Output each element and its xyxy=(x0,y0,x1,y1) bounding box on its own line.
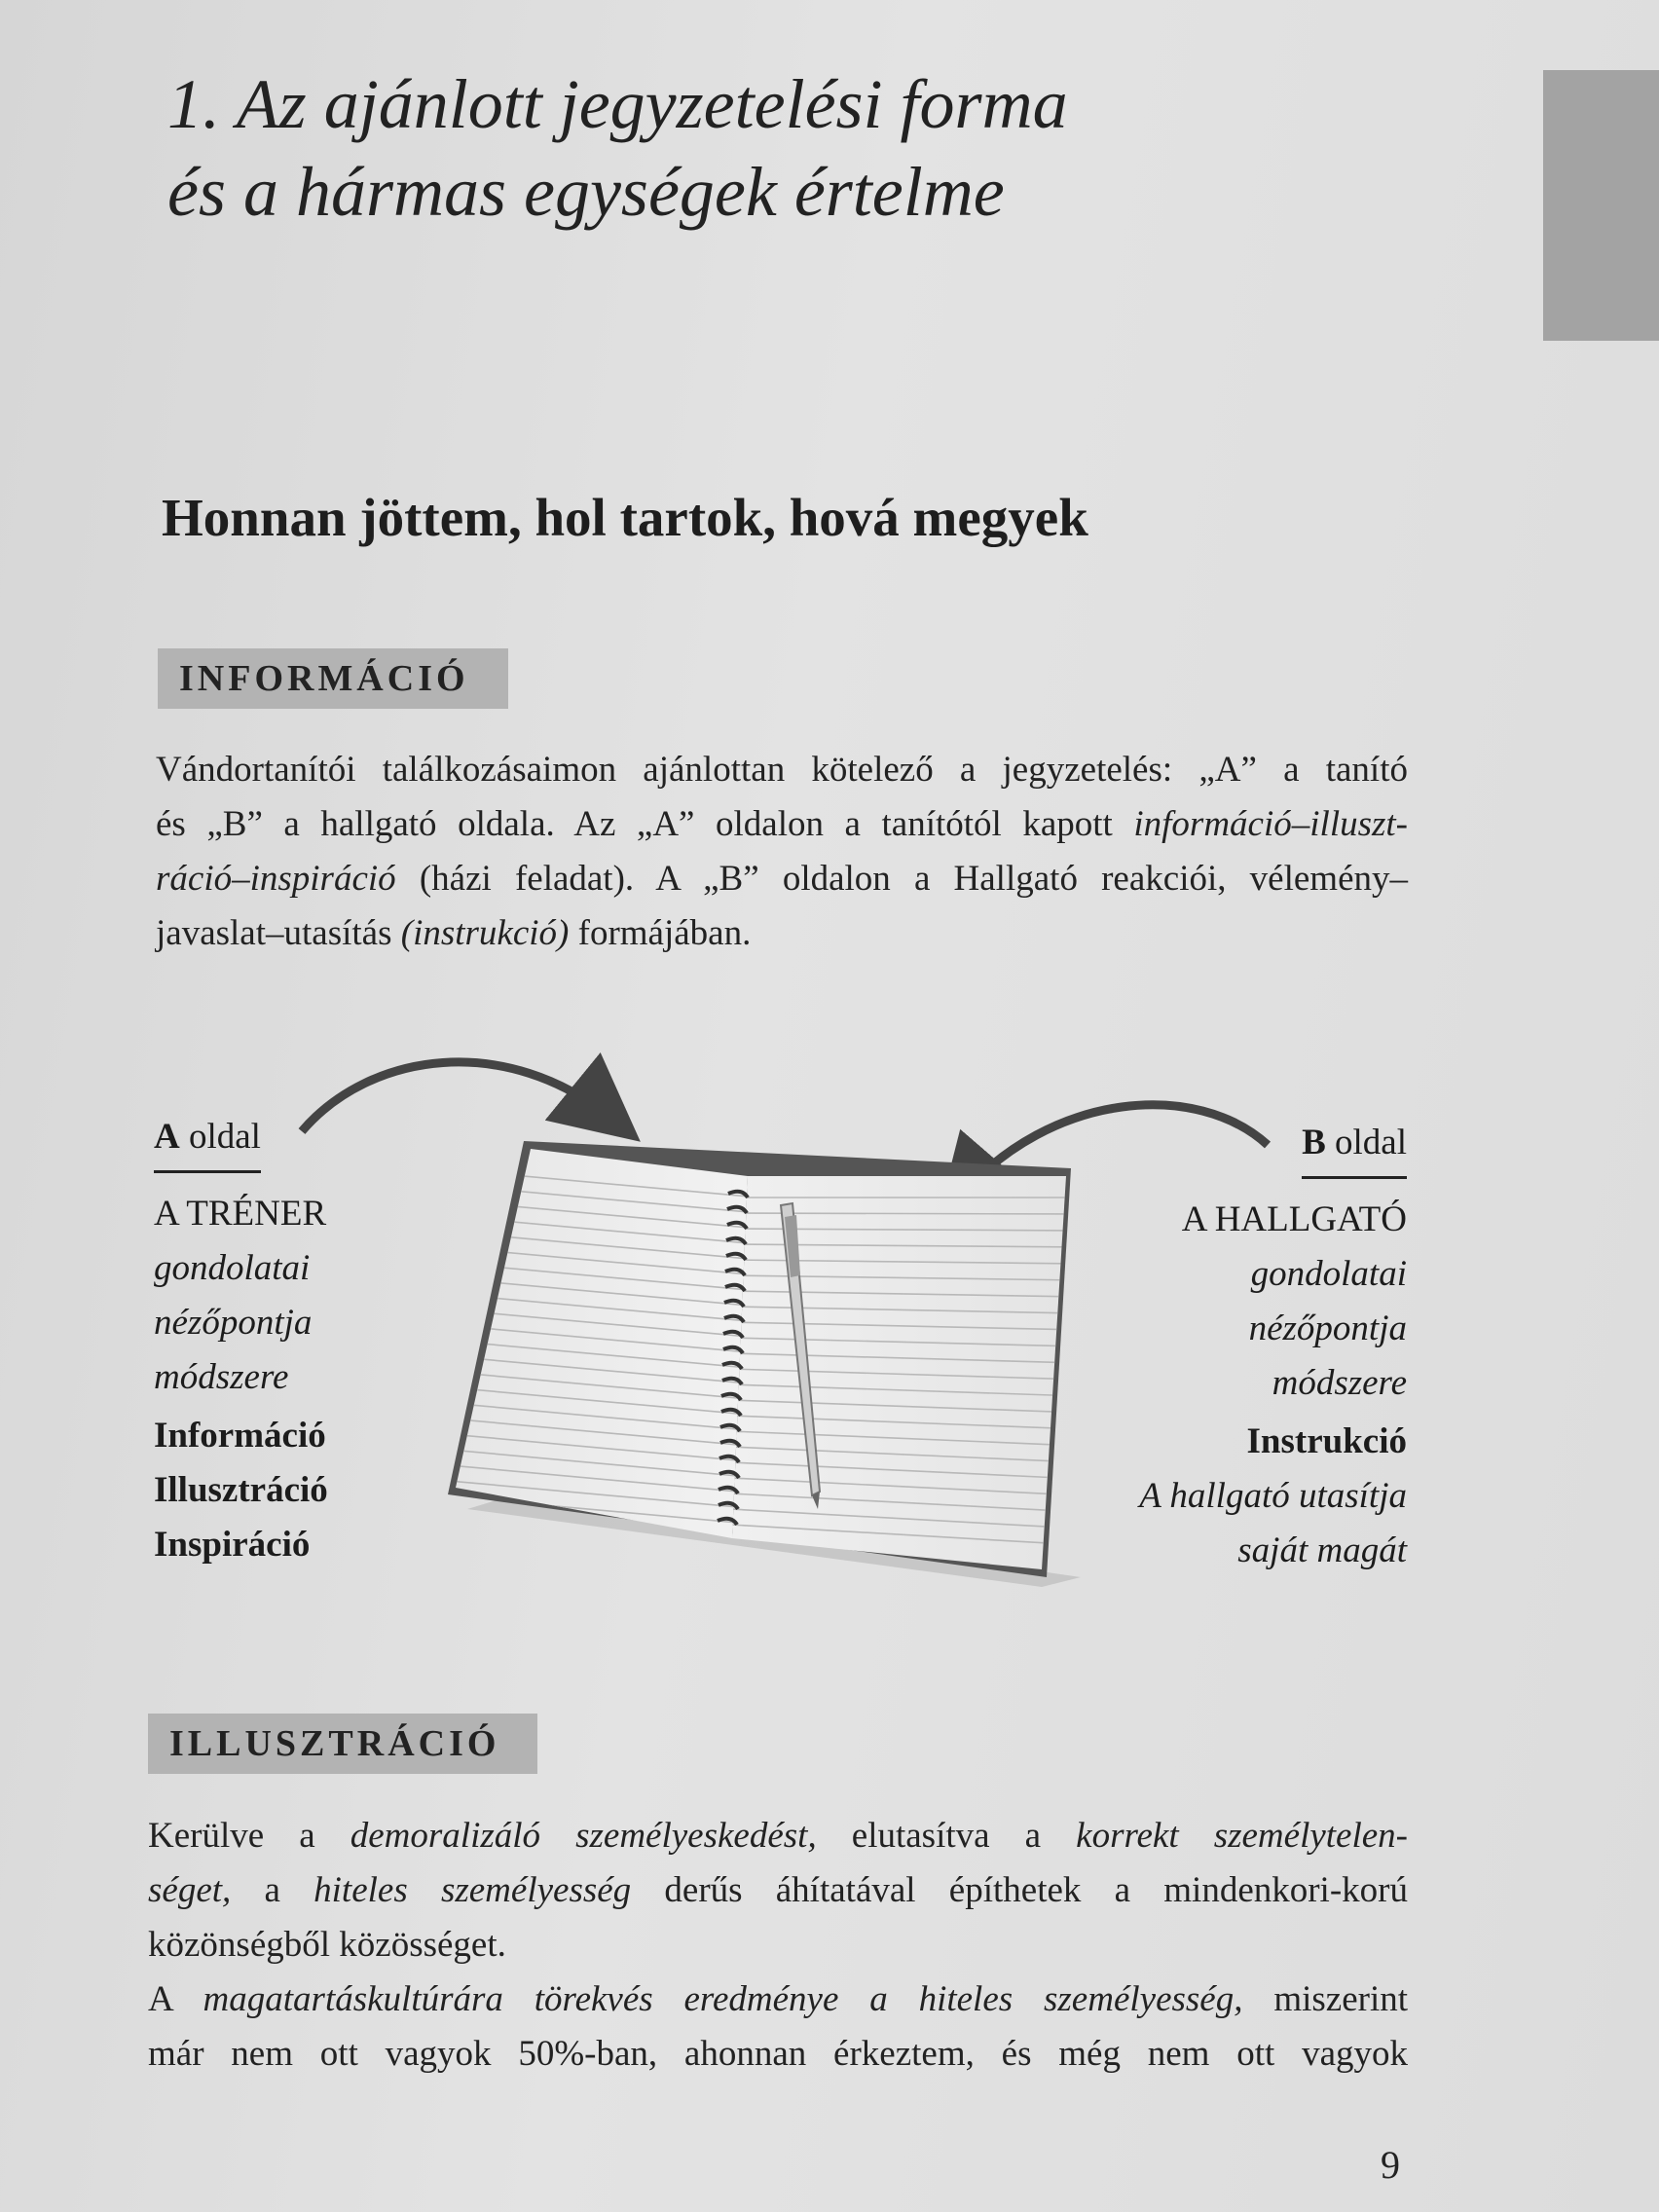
side-b-role: A HALLGATÓ xyxy=(1181,1199,1407,1239)
info-line-2-italic: információ–illuszt- xyxy=(1133,804,1408,844)
illu-line-4-italic: magatartáskultúrára törekvés eredménye a hiteles személyesség, xyxy=(203,1979,1243,2019)
side-b-item: nézőpontja xyxy=(1248,1309,1407,1348)
illu-line-4-text-2: miszerint xyxy=(1242,1979,1409,2019)
side-b-note: saját magát xyxy=(1237,1530,1407,1570)
section-heading: Honnan jöttem, hol tartok, hová megyek xyxy=(162,488,1088,547)
illu-line-2-italic-2: hiteles személyesség xyxy=(313,1870,632,1910)
illu-line-2-text-2: derűs áhítatával építhetek a mindenkori-korú xyxy=(631,1870,1408,1910)
illu-line-4-text: A xyxy=(148,1979,203,2019)
chapter-title-line-1: 1. Az ajánlott jegyzetelési forma xyxy=(167,65,1068,143)
info-line-4-text: javaslat–utasítás xyxy=(156,913,401,953)
side-a-word: oldal xyxy=(179,1117,261,1157)
chapter-title-line-2: és a hármas egységek értelme xyxy=(167,153,1005,231)
illu-line-1-text-2: elutasítva a xyxy=(816,1816,1077,1856)
illu-line-1 xyxy=(148,1809,1408,1863)
illu-line-2 xyxy=(148,1863,1408,1918)
side-b-item: módszere xyxy=(1272,1363,1407,1403)
illu-line-3: közönségből közösséget. xyxy=(148,1925,506,1965)
info-line-3-text: (házi feladat). A „B” oldalon a Hallgató reakciói, vélemény– xyxy=(395,859,1408,899)
side-a-role: A TRÉNER xyxy=(154,1194,327,1234)
illu-line-1-text: Kerülve a xyxy=(148,1816,350,1856)
info-line-2-text: és „B” a hallgató oldala. Az „A” oldalon a tanítótól kapott xyxy=(156,804,1134,844)
side-a-bold-item: Inspiráció xyxy=(154,1525,311,1565)
side-a-item: nézőpontja xyxy=(154,1303,313,1343)
page-number: 9 xyxy=(1381,2143,1400,2187)
side-b-word: oldal xyxy=(1325,1123,1407,1162)
side-a-item: gondolatai xyxy=(154,1248,311,1288)
notebook-illustration xyxy=(438,1051,1100,1597)
illu-line-1-italic: demoralizáló személyeskedést, xyxy=(350,1816,817,1856)
side-b-item: gondolatai xyxy=(1250,1254,1407,1294)
info-line-3-italic: ráció–inspiráció xyxy=(156,859,396,899)
illustration-paragraph xyxy=(148,1809,1408,2082)
illustration-label: ILLUSZTRÁCIÓ xyxy=(148,1714,537,1774)
info-line-4-italic: (instrukció) xyxy=(400,913,570,953)
illu-line-1-italic-2: korrekt személytelen- xyxy=(1076,1816,1408,1856)
information-label: INFORMÁCIÓ xyxy=(158,648,508,709)
illu-line-2-text: a xyxy=(231,1870,314,1910)
side-a-bold-item: Információ xyxy=(154,1416,326,1456)
illu-line-4 xyxy=(148,1972,1408,2027)
side-b-letter: B xyxy=(1302,1123,1326,1162)
notebook-right-page xyxy=(732,1176,1066,1569)
side-b-note: A hallgató utasítja xyxy=(1139,1476,1407,1516)
side-a-letter: A xyxy=(154,1117,180,1157)
illu-line-5: már nem ott vagyok 50%-ban, ahonnan érkeztem, és még nem ott vagyok xyxy=(148,2034,1408,2074)
info-line-1: Vándortanítói találkozásaimon ajánlottan kötelező a jegyzetelés: „A” a tanító xyxy=(156,750,1408,790)
side-a-item: módszere xyxy=(154,1357,289,1397)
illu-line-2-italic: séget, xyxy=(148,1870,232,1910)
info-line-4-end: formájában. xyxy=(569,913,752,953)
side-a-bold-item: Illusztráció xyxy=(154,1470,328,1510)
side-b-bold-item: Instrukció xyxy=(1246,1421,1407,1461)
